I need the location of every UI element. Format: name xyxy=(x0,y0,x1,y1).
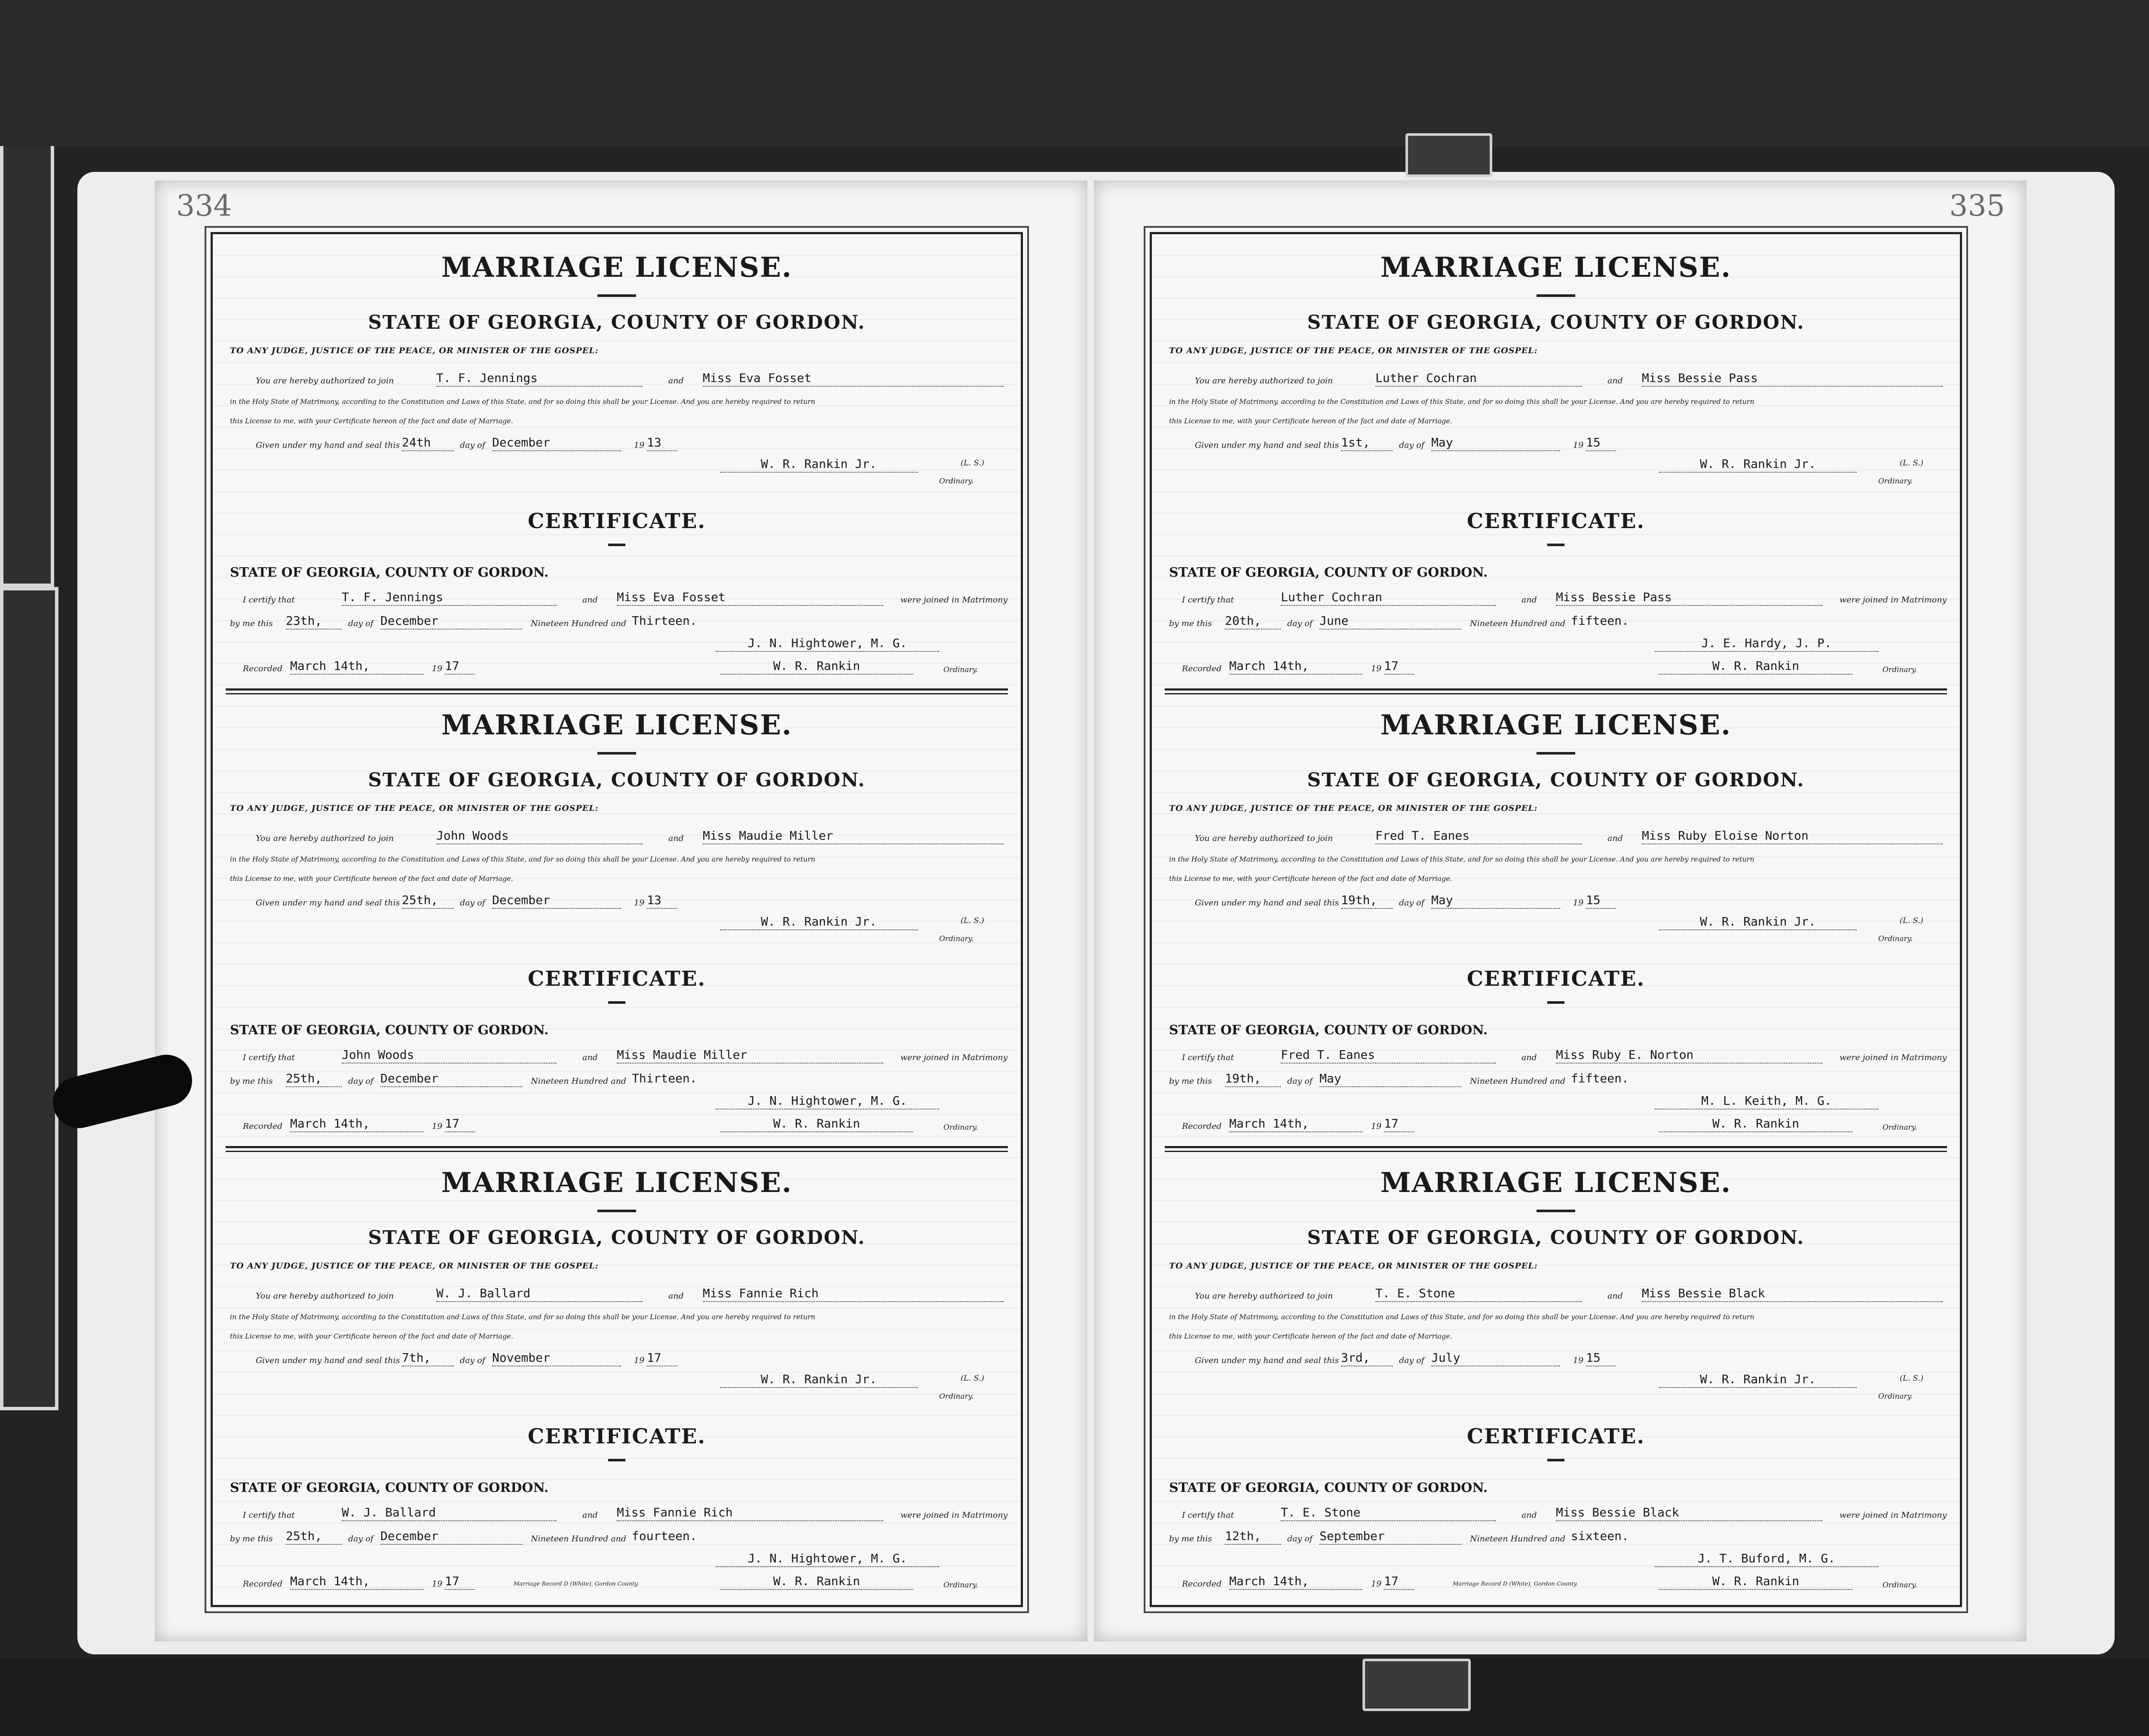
groom-name: W. J. Ballard xyxy=(436,1286,643,1302)
officiant-signature: J. N. Hightower, M. G. xyxy=(716,636,939,652)
and-label: and xyxy=(668,834,684,843)
license-title: MARRIAGE LICENSE. xyxy=(441,251,793,284)
recorded-year-prefix: 19 xyxy=(1371,1122,1382,1131)
cert-day-of-label: day of xyxy=(348,1534,373,1543)
certificate-month: May xyxy=(1319,1071,1461,1087)
certificate-groom: T. E. Stone xyxy=(1281,1505,1496,1521)
bride-name: Miss Ruby Eloise Norton xyxy=(1642,828,1943,844)
cert-day-of-label: day of xyxy=(1287,1076,1313,1086)
certificate-month: December xyxy=(380,1529,522,1545)
license-day: 24th xyxy=(402,435,453,451)
and-label: and xyxy=(668,376,684,385)
certificate-ornament xyxy=(1547,1001,1564,1004)
license-title: MARRIAGE LICENSE. xyxy=(441,709,793,741)
given-under-label: Given under my hand and seal this xyxy=(256,898,400,908)
license-day: 25th, xyxy=(402,893,453,909)
page-frame xyxy=(211,232,1023,1607)
recorded-signature: W. R. Rankin xyxy=(1659,1574,1852,1590)
holy-state-text-1: in the Holy State of Matrimony, according to the Constitution and Laws of this State, and for so doing this shall be your License. And you are hereby required to return xyxy=(230,1313,815,1321)
recorded-label: Recorded xyxy=(1182,1579,1222,1589)
to-any-judge-line: TO ANY JUDGE, JUSTICE OF THE PEACE, OR MINISTER OF THE GOSPEL: xyxy=(230,804,599,813)
and-label: and xyxy=(1607,834,1623,843)
cert-day-of-label: day of xyxy=(1287,619,1313,628)
joined-label: were joined in Matrimony xyxy=(900,595,1008,605)
ordinary-signature: W. R. Rankin Jr. xyxy=(1659,914,1857,930)
bride-name: Miss Maudie Miller xyxy=(703,828,1004,844)
certificate-year-words: fifteen. xyxy=(1571,614,1629,628)
holy-state-text-1: in the Holy State of Matrimony, according to the Constitution and Laws of this State, and for so doing this shall be your License. And you are hereby required to return xyxy=(1169,397,1754,406)
holy-state-text-1: in the Holy State of Matrimony, according to the Constitution and Laws of this State, and for so doing this shall be your License. And you are hereby required to return xyxy=(230,855,815,863)
recorded-label: Recorded xyxy=(1182,1122,1222,1131)
to-any-judge-line: TO ANY JUDGE, JUSTICE OF THE PEACE, OR MINISTER OF THE GOSPEL: xyxy=(1169,1261,1538,1271)
to-any-judge-line: TO ANY JUDGE, JUSTICE OF THE PEACE, OR MINISTER OF THE GOSPEL: xyxy=(230,346,599,355)
certificate-ornament xyxy=(1547,1459,1564,1461)
cert-day-of-label: day of xyxy=(1287,1534,1313,1543)
holy-state-text-2: this License to me, with your Certificate hereon of the fact and date of Marriage. xyxy=(230,1332,513,1340)
scanner-backdrop-top xyxy=(0,0,2149,146)
officiant-signature: J. N. Hightower, M. G. xyxy=(716,1094,939,1109)
certificate-ornament xyxy=(608,1459,625,1461)
bride-name: Miss Bessie Black xyxy=(1642,1286,1943,1302)
by-me-label: by me this xyxy=(1169,1076,1212,1086)
marriage-record-entry xyxy=(1152,234,1960,690)
license-title: MARRIAGE LICENSE. xyxy=(441,1167,793,1199)
scanner-backdrop-bottom xyxy=(0,1659,2149,1736)
recorded-signature: W. R. Rankin xyxy=(1659,1116,1852,1132)
given-under-label: Given under my hand and seal this xyxy=(1195,1356,1339,1365)
authorized-label: You are hereby authorized to join xyxy=(1195,376,1333,385)
ls-seal-mark: (L. S.) xyxy=(1900,458,1923,468)
license-state-county: STATE OF GEORGIA, COUNTY OF GORDON. xyxy=(1307,769,1805,791)
license-month: May xyxy=(1431,893,1560,909)
certificate-day: 20th, xyxy=(1225,614,1281,630)
ls-seal-mark: (L. S.) xyxy=(961,916,984,925)
certificate-ornament xyxy=(608,544,625,546)
cert-and-label: and xyxy=(582,1510,598,1520)
by-me-label: by me this xyxy=(230,1534,273,1543)
ls-seal-mark: (L. S.) xyxy=(961,1374,984,1383)
officiant-signature: J. E. Hardy, J. P. xyxy=(1655,636,1878,652)
license-state-county: STATE OF GEORGIA, COUNTY OF GORDON. xyxy=(1307,312,1805,333)
certificate-day: 19th, xyxy=(1225,1071,1281,1087)
groom-name: T. F. Jennings xyxy=(436,371,643,387)
title-ornament xyxy=(1537,752,1575,755)
ls-seal-mark: (L. S.) xyxy=(961,458,984,468)
license-year: 17 xyxy=(647,1351,677,1366)
certificate-bride: Miss Eva Fosset xyxy=(617,590,883,606)
year-prefix: 19 xyxy=(634,440,645,450)
to-any-judge-line: TO ANY JUDGE, JUSTICE OF THE PEACE, OR MINISTER OF THE GOSPEL: xyxy=(1169,346,1538,355)
certificate-year-words: Thirteen. xyxy=(632,1071,697,1085)
ordinary-label: Ordinary. xyxy=(1878,1392,1913,1401)
recorded-label: Recorded xyxy=(243,1579,283,1589)
by-me-label: by me this xyxy=(230,619,273,628)
certificate-bride: Miss Fannie Rich xyxy=(617,1505,883,1521)
certificate-day: 25th, xyxy=(286,1529,342,1545)
license-month: July xyxy=(1431,1351,1560,1366)
binding-clip-top xyxy=(1405,133,1492,177)
nineteen-hundred-label: Nineteen Hundred and xyxy=(1470,619,1566,628)
by-me-label: by me this xyxy=(1169,1534,1212,1543)
book-edge-right xyxy=(0,587,58,1410)
certificate-title: CERTIFICATE. xyxy=(527,509,706,533)
page-number: 334 xyxy=(176,189,232,223)
entry-divider xyxy=(1165,1146,1947,1152)
recorded-year: 17 xyxy=(445,659,475,675)
marriage-record-entry xyxy=(1152,1149,1960,1605)
holy-state-text-2: this License to me, with your Certificate hereon of the fact and date of Marriage. xyxy=(1169,1332,1452,1340)
recorded-year: 17 xyxy=(1384,659,1414,675)
license-year: 15 xyxy=(1586,1351,1616,1366)
holy-state-text-1: in the Holy State of Matrimony, according to the Constitution and Laws of this State, and for so doing this shall be your License. And you are hereby required to return xyxy=(230,397,815,406)
recorded-date: March 14th, xyxy=(1229,1116,1362,1132)
license-month: November xyxy=(492,1351,621,1366)
and-label: and xyxy=(1607,1291,1623,1301)
nineteen-hundred-label: Nineteen Hundred and xyxy=(1470,1076,1566,1086)
holy-state-text-2: this License to me, with your Certificate hereon of the fact and date of Marriage. xyxy=(230,417,513,425)
license-state-county: STATE OF GEORGIA, COUNTY OF GORDON. xyxy=(1307,1227,1805,1249)
entry-divider xyxy=(226,688,1008,694)
nineteen-hundred-label: Nineteen Hundred and xyxy=(1470,1534,1566,1543)
groom-name: T. E. Stone xyxy=(1375,1286,1582,1302)
recorded-label: Recorded xyxy=(243,664,283,673)
title-ornament xyxy=(597,294,636,297)
recorded-year-prefix: 19 xyxy=(1371,664,1382,673)
record-book-note: Marriage Record D (White), Gordon County. xyxy=(514,1581,639,1587)
year-prefix: 19 xyxy=(1573,440,1584,450)
cert-and-label: and xyxy=(582,595,598,605)
certificate-day: 12th, xyxy=(1225,1529,1281,1545)
nineteen-hundred-label: Nineteen Hundred and xyxy=(531,1076,627,1086)
certificate-month: December xyxy=(380,614,522,630)
i-certify-label: I certify that xyxy=(243,595,295,605)
day-of-label: day of xyxy=(1399,1356,1424,1365)
ordinary-label: Ordinary. xyxy=(1878,477,1913,486)
license-day: 7th, xyxy=(402,1351,453,1366)
nineteen-hundred-label: Nineteen Hundred and xyxy=(531,619,627,628)
groom-name: John Woods xyxy=(436,828,643,844)
license-year: 13 xyxy=(647,435,677,451)
ordinary-label: Ordinary. xyxy=(939,1392,974,1401)
year-prefix: 19 xyxy=(1573,898,1584,908)
cert-and-label: and xyxy=(582,1053,598,1062)
authorized-label: You are hereby authorized to join xyxy=(1195,834,1333,843)
groom-name: Luther Cochran xyxy=(1375,371,1582,387)
day-of-label: day of xyxy=(1399,440,1424,450)
officiant-signature: M. L. Keith, M. G. xyxy=(1655,1094,1878,1109)
recorded-signature: W. R. Rankin xyxy=(720,1116,913,1132)
marriage-record-entry xyxy=(213,692,1021,1147)
ledger-page-left xyxy=(155,180,1087,1641)
certificate-groom: Luther Cochran xyxy=(1281,590,1496,606)
cert-and-label: and xyxy=(1521,595,1537,605)
certificate-year-words: fourteen. xyxy=(632,1529,697,1543)
certificate-bride: Miss Maudie Miller xyxy=(617,1048,883,1064)
recorded-year-prefix: 19 xyxy=(432,1122,443,1131)
recorded-date: March 14th, xyxy=(1229,1574,1362,1590)
record-book-note: Marriage Record D (White), Gordon County. xyxy=(1453,1581,1578,1587)
given-under-label: Given under my hand and seal this xyxy=(1195,440,1339,450)
holy-state-text-1: in the Holy State of Matrimony, according to the Constitution and Laws of this State, and for so doing this shall be your License. And you are hereby required to return xyxy=(1169,855,1754,863)
holy-state-text-2: this License to me, with your Certificate hereon of the fact and date of Marriage. xyxy=(1169,874,1452,883)
holy-state-text-1: in the Holy State of Matrimony, according to the Constitution and Laws of this State, and for so doing this shall be your License. And you are hereby required to return xyxy=(1169,1313,1754,1321)
holy-state-text-2: this License to me, with your Certificate hereon of the fact and date of Marriage. xyxy=(1169,417,1452,425)
cert-and-label: and xyxy=(1521,1053,1537,1062)
certificate-day: 23th, xyxy=(286,614,342,630)
certificate-month: September xyxy=(1319,1529,1461,1545)
certificate-state-county: STATE OF GEORGIA, COUNTY OF GORDON. xyxy=(1169,1023,1488,1038)
recorded-ordinary-label: Ordinary. xyxy=(1883,666,1917,674)
certificate-groom: Fred T. Eanes xyxy=(1281,1048,1496,1064)
recorded-signature: W. R. Rankin xyxy=(1659,659,1852,675)
license-year: 13 xyxy=(647,893,677,909)
certificate-month: June xyxy=(1319,614,1461,630)
certificate-month: December xyxy=(380,1071,522,1087)
by-me-label: by me this xyxy=(230,1076,273,1086)
license-state-county: STATE OF GEORGIA, COUNTY OF GORDON. xyxy=(368,312,866,333)
ledger-page-right xyxy=(1094,180,2027,1641)
recorded-signature: W. R. Rankin xyxy=(720,659,913,675)
recorded-year: 17 xyxy=(1384,1116,1414,1132)
authorized-label: You are hereby authorized to join xyxy=(256,834,394,843)
page-frame xyxy=(1150,232,1962,1607)
recorded-ordinary-label: Ordinary. xyxy=(1883,1123,1917,1132)
license-title: MARRIAGE LICENSE. xyxy=(1380,1167,1732,1199)
recorded-year-prefix: 19 xyxy=(1371,1579,1382,1589)
ordinary-signature: W. R. Rankin Jr. xyxy=(1659,1372,1857,1388)
recorded-date: March 14th, xyxy=(290,1116,423,1132)
bride-name: Miss Bessie Pass xyxy=(1642,371,1943,387)
marriage-record-entry xyxy=(213,234,1021,690)
recorded-ordinary-label: Ordinary. xyxy=(943,1581,978,1589)
groom-name: Fred T. Eanes xyxy=(1375,828,1582,844)
joined-label: were joined in Matrimony xyxy=(1840,1053,1947,1062)
certificate-title: CERTIFICATE. xyxy=(1466,509,1645,533)
certificate-title: CERTIFICATE. xyxy=(527,1424,706,1449)
binding-clip-bottom xyxy=(1362,1659,1471,1711)
certificate-state-county: STATE OF GEORGIA, COUNTY OF GORDON. xyxy=(230,1480,549,1495)
year-prefix: 19 xyxy=(634,1356,645,1365)
cert-day-of-label: day of xyxy=(348,1076,373,1086)
certificate-groom: W. J. Ballard xyxy=(342,1505,557,1521)
certificate-year-words: Thirteen. xyxy=(632,614,697,628)
certificate-day: 25th, xyxy=(286,1071,342,1087)
year-prefix: 19 xyxy=(634,898,645,908)
by-me-label: by me this xyxy=(1169,619,1212,628)
recorded-ordinary-label: Ordinary. xyxy=(1883,1581,1917,1589)
license-month: May xyxy=(1431,435,1560,451)
certificate-title: CERTIFICATE. xyxy=(527,967,706,991)
certificate-title: CERTIFICATE. xyxy=(1466,1424,1645,1449)
to-any-judge-line: TO ANY JUDGE, JUSTICE OF THE PEACE, OR MINISTER OF THE GOSPEL: xyxy=(230,1261,599,1271)
license-month: December xyxy=(492,435,621,451)
day-of-label: day of xyxy=(1399,898,1424,908)
recorded-date: March 14th, xyxy=(290,1574,423,1590)
and-label: and xyxy=(1607,376,1623,385)
given-under-label: Given under my hand and seal this xyxy=(1195,898,1339,908)
recorded-label: Recorded xyxy=(1182,664,1222,673)
license-year: 15 xyxy=(1586,893,1616,909)
ordinary-signature: W. R. Rankin Jr. xyxy=(1659,457,1857,473)
certificate-year-words: sixteen. xyxy=(1571,1529,1629,1543)
ordinary-label: Ordinary. xyxy=(939,935,974,943)
i-certify-label: I certify that xyxy=(243,1510,295,1520)
certificate-bride: Miss Ruby E. Norton xyxy=(1556,1048,1822,1064)
day-of-label: day of xyxy=(460,898,485,908)
certificate-title: CERTIFICATE. xyxy=(1466,967,1645,991)
ordinary-signature: W. R. Rankin Jr. xyxy=(720,457,918,473)
ls-seal-mark: (L. S.) xyxy=(1900,916,1923,925)
certificate-state-county: STATE OF GEORGIA, COUNTY OF GORDON. xyxy=(1169,1480,1488,1495)
license-state-county: STATE OF GEORGIA, COUNTY OF GORDON. xyxy=(368,769,866,791)
certificate-bride: Miss Bessie Pass xyxy=(1556,590,1822,606)
recorded-label: Recorded xyxy=(243,1122,283,1131)
marriage-record-entry xyxy=(1152,692,1960,1147)
certificate-state-county: STATE OF GEORGIA, COUNTY OF GORDON. xyxy=(230,1023,549,1038)
given-under-label: Given under my hand and seal this xyxy=(256,440,400,450)
holy-state-text-2: this License to me, with your Certificate hereon of the fact and date of Marriage. xyxy=(230,874,513,883)
officiant-signature: J. N. Hightower, M. G. xyxy=(716,1551,939,1567)
recorded-date: March 14th, xyxy=(1229,659,1362,675)
recorded-year-prefix: 19 xyxy=(432,664,443,673)
certificate-groom: T. F. Jennings xyxy=(342,590,557,606)
certificate-ornament xyxy=(1547,544,1564,546)
nineteen-hundred-label: Nineteen Hundred and xyxy=(531,1534,627,1543)
officiant-signature: J. T. Buford, M. G. xyxy=(1655,1551,1878,1567)
entry-divider xyxy=(1165,688,1947,694)
i-certify-label: I certify that xyxy=(1182,1510,1234,1520)
joined-label: were joined in Matrimony xyxy=(900,1053,1008,1062)
given-under-label: Given under my hand and seal this xyxy=(256,1356,400,1365)
title-ornament xyxy=(597,1210,636,1212)
ordinary-signature: W. R. Rankin Jr. xyxy=(720,1372,918,1388)
marriage-record-entry xyxy=(213,1149,1021,1605)
certificate-state-county: STATE OF GEORGIA, COUNTY OF GORDON. xyxy=(1169,565,1488,580)
license-title: MARRIAGE LICENSE. xyxy=(1380,251,1732,284)
license-day: 1st, xyxy=(1341,435,1393,451)
i-certify-label: I certify that xyxy=(1182,1053,1234,1062)
license-year: 15 xyxy=(1586,435,1616,451)
recorded-year-prefix: 19 xyxy=(432,1579,443,1589)
license-month: December xyxy=(492,893,621,909)
license-title: MARRIAGE LICENSE. xyxy=(1380,709,1732,741)
certificate-ornament xyxy=(608,1001,625,1004)
ls-seal-mark: (L. S.) xyxy=(1900,1374,1923,1383)
recorded-year: 17 xyxy=(445,1116,475,1132)
and-label: and xyxy=(668,1291,684,1301)
title-ornament xyxy=(597,752,636,755)
page-number: 335 xyxy=(1949,189,2005,223)
license-day: 3rd, xyxy=(1341,1351,1393,1366)
recorded-date: March 14th, xyxy=(290,659,423,675)
ordinary-signature: W. R. Rankin Jr. xyxy=(720,914,918,930)
joined-label: were joined in Matrimony xyxy=(1840,1510,1947,1520)
joined-label: were joined in Matrimony xyxy=(1840,595,1947,605)
authorized-label: You are hereby authorized to join xyxy=(256,376,394,385)
entry-divider xyxy=(226,1146,1008,1152)
license-state-county: STATE OF GEORGIA, COUNTY OF GORDON. xyxy=(368,1227,866,1249)
bride-name: Miss Fannie Rich xyxy=(703,1286,1004,1302)
ordinary-label: Ordinary. xyxy=(1878,935,1913,943)
day-of-label: day of xyxy=(460,440,485,450)
cert-day-of-label: day of xyxy=(348,619,373,628)
title-ornament xyxy=(1537,1210,1575,1212)
recorded-ordinary-label: Ordinary. xyxy=(943,1123,978,1132)
cert-and-label: and xyxy=(1521,1510,1537,1520)
recorded-ordinary-label: Ordinary. xyxy=(943,666,978,674)
year-prefix: 19 xyxy=(1573,1356,1584,1365)
license-day: 19th, xyxy=(1341,893,1393,909)
certificate-groom: John Woods xyxy=(342,1048,557,1064)
recorded-year: 17 xyxy=(1384,1574,1414,1590)
certificate-year-words: fifteen. xyxy=(1571,1071,1629,1085)
title-ornament xyxy=(1537,294,1575,297)
day-of-label: day of xyxy=(460,1356,485,1365)
certificate-state-county: STATE OF GEORGIA, COUNTY OF GORDON. xyxy=(230,565,549,580)
ordinary-label: Ordinary. xyxy=(939,477,974,486)
authorized-label: You are hereby authorized to join xyxy=(256,1291,394,1301)
joined-label: were joined in Matrimony xyxy=(900,1510,1008,1520)
to-any-judge-line: TO ANY JUDGE, JUSTICE OF THE PEACE, OR MINISTER OF THE GOSPEL: xyxy=(1169,804,1538,813)
i-certify-label: I certify that xyxy=(1182,595,1234,605)
i-certify-label: I certify that xyxy=(243,1053,295,1062)
bride-name: Miss Eva Fosset xyxy=(703,371,1004,387)
authorized-label: You are hereby authorized to join xyxy=(1195,1291,1333,1301)
recorded-year: 17 xyxy=(445,1574,475,1590)
recorded-signature: W. R. Rankin xyxy=(720,1574,913,1590)
certificate-bride: Miss Bessie Black xyxy=(1556,1505,1822,1521)
